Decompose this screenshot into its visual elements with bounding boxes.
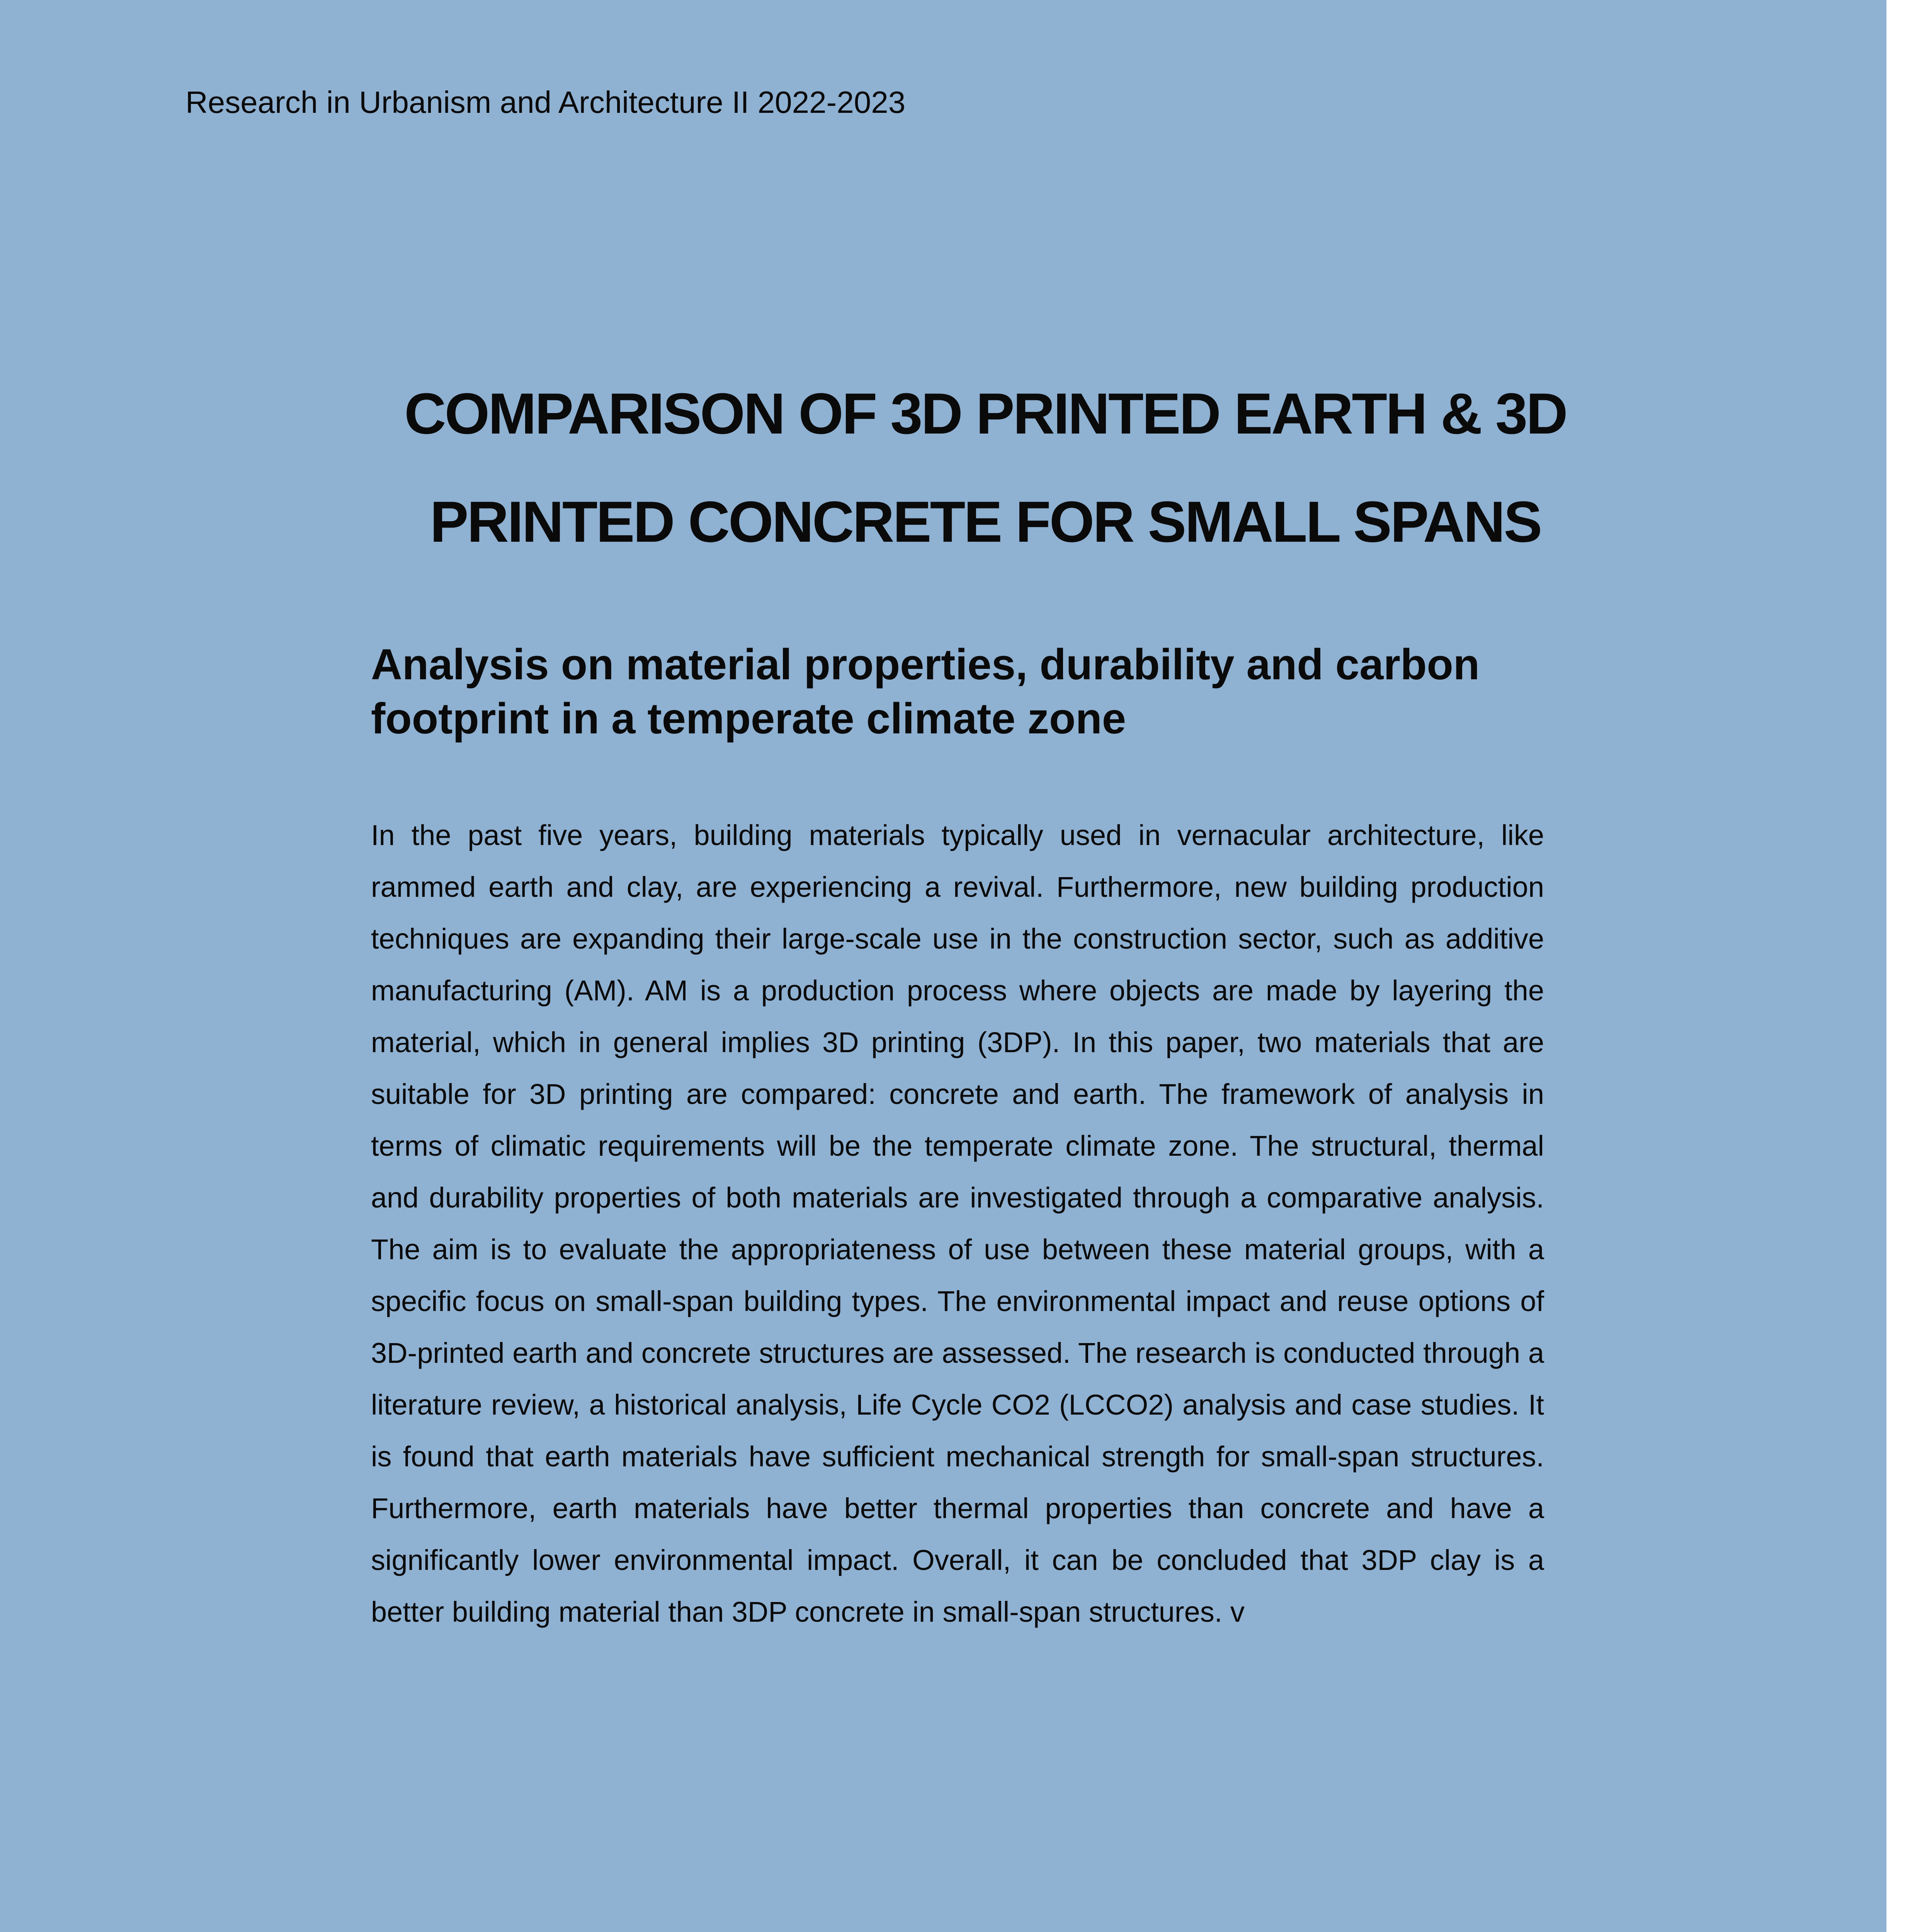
paper-subtitle — [371, 638, 1569, 746]
subtitle-line-1: Analysis on material properties, durability and carbon — [371, 640, 1480, 689]
title-line-1: COMPARISON OF 3D PRINTED EARTH & 3D — [404, 381, 1567, 446]
abstract-paragraph: In the past five years, building materials typically used in vernacular architecture, like rammed earth and clay, are experiencing a revival. Furthermore, new building production techniques are expanding their large-scale use in the construction sector, such as additive manufacturing (AM). AM is a production process where objects are made by layering the material, which in general implies 3D printing (3DP). In this paper, two materials that are suitable for 3D printing are compared: concrete and earth. The framework of analysis in terms of climatic requirements will be the temperate climate zone. The structural, thermal and durability properties of both materials are investigated through a comparative analysis. The aim is to evaluate the appropriateness of use between these material groups, with a specific focus on small-span building types. The environmental impact and reuse options of 3D-printed earth and concrete structures are assessed. The research is conducted through a literature review, a historical analysis, Life Cycle CO2 (LCCO2) analysis and case studies. It is found that earth materials have sufficient mechanical strength for small-span structures. Furthermore, earth materials have better thermal properties than concrete and have a significantly lower environmental impact. Overall, it can be concluded that 3DP clay is a better building material than 3DP concrete in small-span structures. v — [371, 819, 1544, 1628]
title-line-2: PRINTED CONCRETE FOR SMALL SPANS — [430, 489, 1541, 554]
running-header: Research in Urbanism and Architecture II 2022-2023 — [185, 85, 906, 119]
subtitle-line-2: footprint in a temperate climate zone — [371, 694, 1126, 743]
paper-title — [348, 359, 1623, 576]
